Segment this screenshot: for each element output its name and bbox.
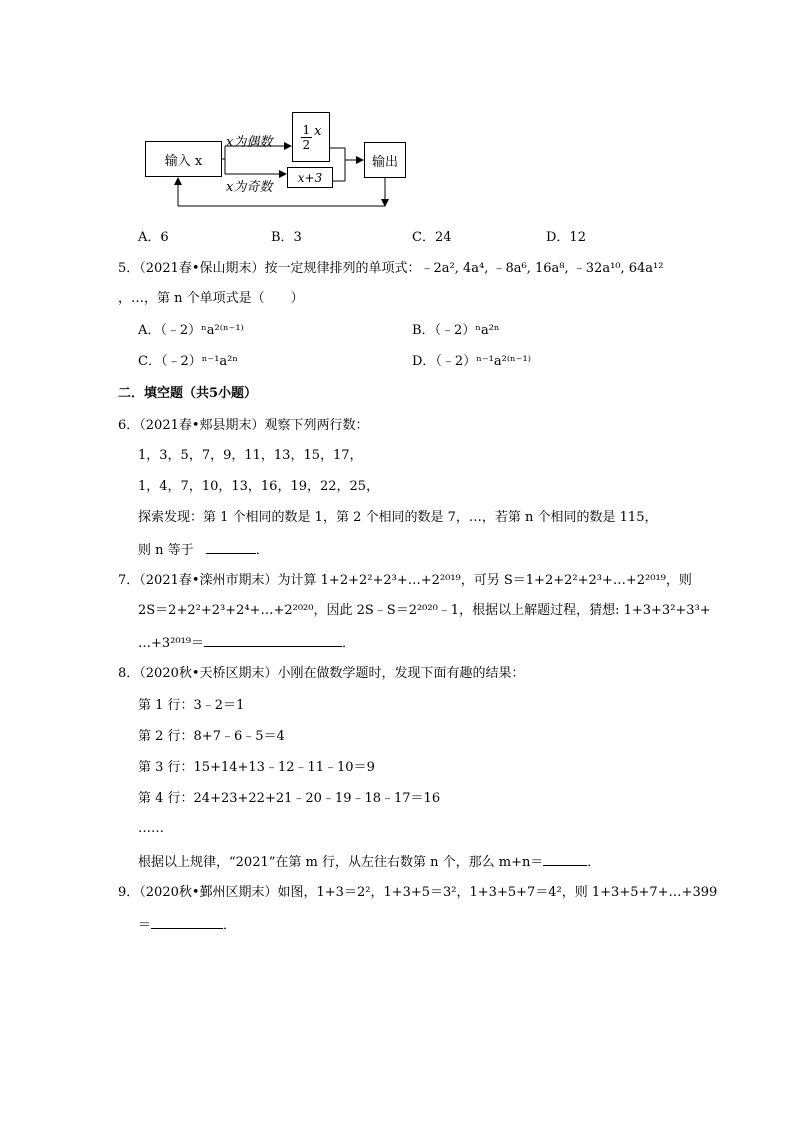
q4-option-d: D．12: [546, 230, 586, 245]
q6-row1: 1，3，5，7，9，11，13，15，17，: [138, 448, 363, 463]
q7-line1: 7．（2021春•滦州市期末）为计算 1+2+2²+2³+…+2²⁰¹⁹，可另 S＝1+2+2²+2³+…+2²⁰¹⁹，则: [118, 573, 692, 588]
q5-option-b: B．（﹣2）ⁿa²ⁿ: [412, 323, 500, 338]
q8-row-1: 第 1 行：3﹣2＝1: [138, 698, 245, 713]
plus-three-label: x+3: [297, 170, 323, 185]
q5-option-c: C．（﹣2）ⁿ⁻¹a²ⁿ: [138, 354, 239, 369]
q8-answer-blank[interactable]: [543, 852, 587, 866]
q8-ellipsis: ……: [138, 821, 164, 836]
even-label: x为偶数: [226, 135, 273, 150]
q9-line1: 9．（2020秋•鄞州区期末）如图，1+3＝2²，1+3+5＝3²，1+3+5+7＝4²，则 1+3+5+7+…+399: [118, 885, 718, 900]
q6-answer-blank[interactable]: [206, 540, 256, 554]
fraction-one-half: $\frac{1}{2}$: [302, 122, 311, 152]
plus-three-box: [287, 167, 333, 188]
q9-answer-blank[interactable]: [151, 915, 223, 929]
q6-question: 则 n 等于 ．: [138, 540, 269, 560]
q6-stem: 6．（2021春•郏县期末）观察下列两行数：: [118, 418, 369, 433]
section-fill-in-title: 二．填空题（共5小题）: [118, 386, 258, 401]
q5-stem: 5．（2021春•保山期末）按一定规律排列的单项式：﹣2a², 4a⁴, ﹣8a⁶, 16a⁸, ﹣32a¹⁰, 64a¹²: [118, 261, 664, 276]
output-label: 输出: [371, 154, 398, 170]
q8-row-3: 第 3 行：15+14+13﹣12﹣11﹣10＝9: [138, 760, 375, 775]
q4-option-b: B．3: [271, 230, 302, 245]
q8-question: 根据以上规律，“2021”在第 m 行，从左往右数第 n 个，那么 m+n＝ ．: [138, 852, 600, 872]
q5-option-d: D．（﹣2）ⁿ⁻¹a²⁽ⁿ⁻¹⁾: [412, 354, 531, 369]
input-label: 输入 x: [164, 153, 203, 169]
q6-row2: 1，4，7，10，13，16，19，22，25，: [138, 479, 380, 494]
q7-answer-blank[interactable]: [204, 633, 342, 647]
q9-line2: ＝ ．: [138, 915, 236, 935]
q4-option-c: C．24: [412, 230, 452, 245]
flowchart-diagram: [140, 108, 420, 213]
q8-row-2: 第 2 行：8+7﹣6﹣5＝4: [138, 729, 285, 744]
half-x-box: [292, 112, 330, 162]
q8-row-4: 第 4 行：24+23+22+21﹣20﹣19﹣18﹣17＝16: [138, 791, 441, 806]
output-box: [364, 142, 406, 178]
q5-option-a: A．（﹣2）ⁿa²⁽ⁿ⁻¹⁾: [138, 323, 244, 338]
input-box: [145, 141, 222, 177]
odd-label: x为奇数: [226, 180, 273, 195]
q7-line2: 2S＝2+2²+2³+2⁴+…+2²⁰²⁰，因此 2S﹣S＝2²⁰²⁰﹣1，根据以上解题过程，猜想: 1+3+3²+3³+: [138, 603, 711, 618]
q5-stem-cont: ，…，第 n 个单项式是（ ）: [118, 291, 304, 306]
q4-option-a: A．6: [138, 230, 169, 245]
q7-line3: …+3²⁰¹⁹＝ ．: [138, 633, 355, 653]
q8-stem: 8．（2020秋•天桥区期末）小刚在做数学题时，发现下面有趣的结果：: [118, 666, 525, 681]
half-x-variable: x: [314, 123, 322, 139]
q6-explore: 探索发现：第 1 个相同的数是 1，第 2 个相同的数是 7，…，若第 n 个相同的数是 115，: [138, 510, 658, 525]
